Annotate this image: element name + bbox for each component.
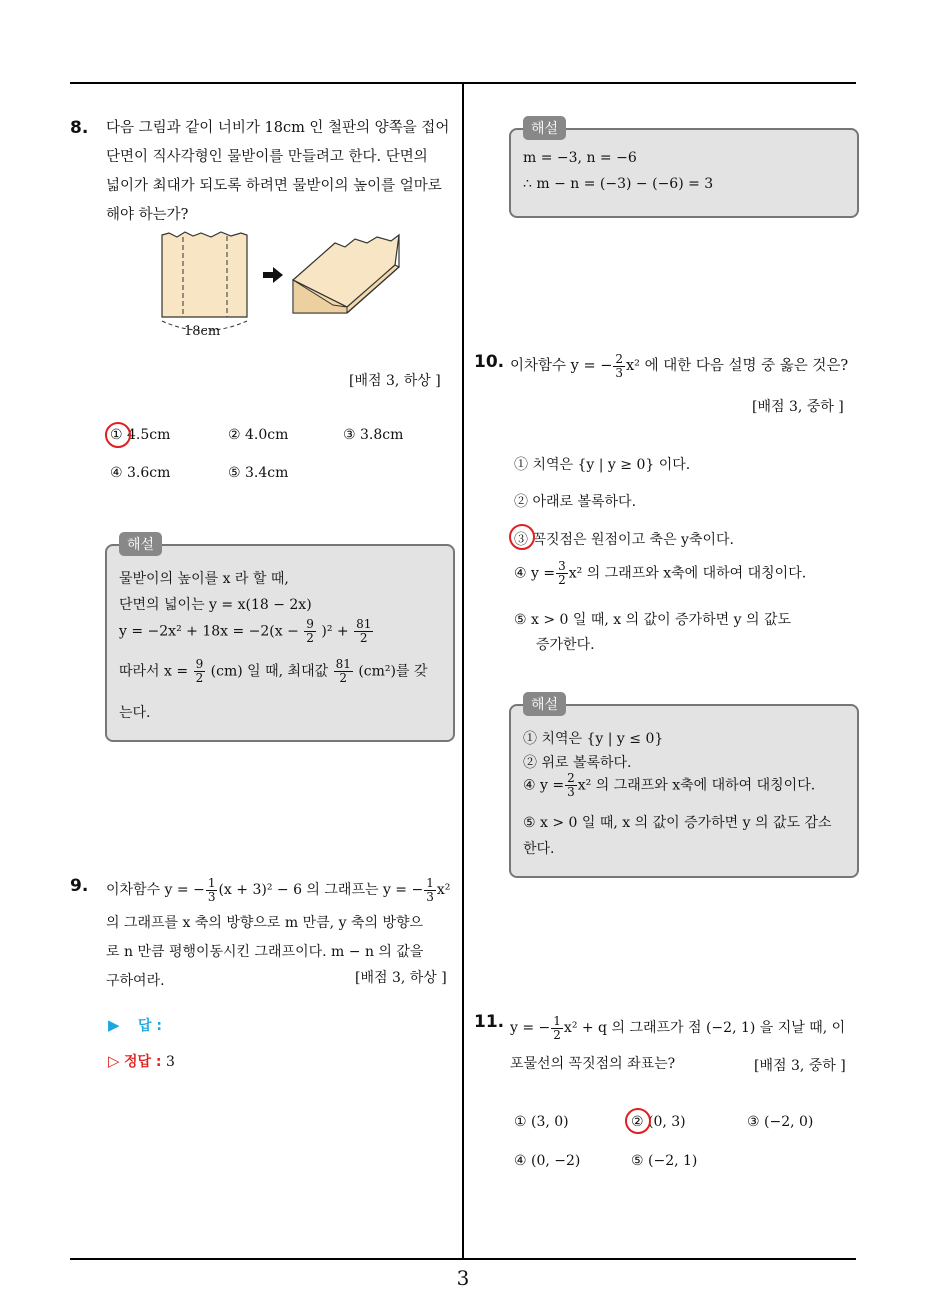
denominator: 3 (615, 365, 623, 380)
q9-text-line: 의 그래프를 x 축의 방향으로 m 만큼, y 축의 방향으 (106, 915, 424, 931)
q11-text (510, 1014, 845, 1043)
solution-text: )² + (321, 623, 349, 640)
q8-solution-box (105, 537, 455, 742)
q11-text-part: y = − (510, 1020, 551, 1036)
fraction (551, 1015, 563, 1042)
solution-line (119, 658, 427, 685)
solution-tag: 해설 (523, 116, 566, 140)
solution-text: (cm²)를 갖 (358, 663, 428, 680)
column-divider (462, 84, 464, 1260)
denominator: 2 (553, 1027, 561, 1042)
q8-text (106, 114, 456, 230)
q11-answer-mark (625, 1108, 651, 1134)
denominator: 2 (339, 671, 348, 685)
q8-text-line: 단면이 직사각형인 물받이를 만들려고 한다. 단면의 (106, 149, 428, 165)
fraction (354, 618, 373, 645)
choice-text: x² 의 그래프와 x축에 대하여 대칭이다. (568, 565, 807, 582)
numerator: 1 (426, 875, 434, 890)
q10-answer-mark (509, 524, 535, 550)
q8-answer-mark (105, 422, 131, 448)
q11-choice-3[interactable]: ③ (−2, 0) (747, 1114, 814, 1130)
numerator: 9 (195, 657, 204, 671)
solution-line: m = −3, n = −6 (523, 150, 637, 166)
q9-solution-box (509, 121, 859, 218)
q11-text-line2: 포물선의 꼭짓점의 좌표는? (510, 1056, 676, 1072)
fraction (304, 618, 316, 645)
solution-text: x² 의 그래프와 x축에 대하여 대칭이다. (577, 777, 816, 794)
numerator: 2 (567, 771, 575, 785)
q11-choice-5[interactable]: ⑤ (−2, 1) (631, 1153, 698, 1169)
q8-choice-2[interactable]: ② 4.0cm (228, 427, 289, 443)
numerator: 81 (356, 617, 372, 631)
q8-text-line: 다음 그림과 같이 너비가 18cm 인 철판의 양쪽을 접어 (106, 120, 450, 136)
denominator: 3 (207, 889, 216, 904)
q10-choice-1[interactable]: ① 치역은 {y | y ≥ 0} 이다. (514, 457, 691, 473)
solution-line: 한다. (523, 841, 555, 857)
q8-number: 8. (70, 118, 89, 138)
solution-line: ② 위로 볼록하다. (523, 755, 632, 771)
numerator: 1 (207, 875, 216, 890)
solution-text: y = −2x² + 18x = −2(x − (119, 623, 299, 640)
q8-choice-5[interactable]: ⑤ 3.4cm (228, 465, 289, 481)
fraction (556, 560, 568, 587)
solution-tag: 해설 (119, 532, 162, 556)
denominator: 2 (359, 631, 368, 645)
q8-choice-1[interactable]: ① 4.5cm (110, 427, 171, 443)
q8-figure-label: 18cm (184, 324, 221, 339)
solution-line: ∴ m − n = (−3) − (−6) = 3 (523, 176, 714, 192)
solution-line (523, 772, 815, 799)
q9-correct-row (108, 1051, 175, 1071)
solution-line: 는다. (119, 705, 151, 721)
choice-text: ④ y = (514, 565, 556, 582)
correct-value: 3 (165, 1054, 175, 1070)
denominator: 2 (195, 671, 204, 685)
solution-line: ① 치역은 {y | y ≤ 0} (523, 731, 664, 747)
correct-label: 정답 : (124, 1054, 162, 1070)
q10-score: [배점 3, 중하 ] (752, 399, 844, 415)
solution-text: ④ y = (523, 777, 565, 794)
q11-choice-2[interactable]: ② (0, 3) (631, 1114, 686, 1130)
q9-text-part: 이차함수 y = − (106, 882, 205, 898)
numerator: 81 (335, 657, 351, 671)
solution-line: 물받이의 높이를 x 라 할 때, (119, 571, 289, 587)
q11-number: 11. (474, 1012, 505, 1032)
denominator: 3 (567, 785, 575, 799)
q10-number: 10. (474, 352, 505, 372)
fraction (424, 877, 436, 904)
q11-choice-1[interactable]: ① (3, 0) (514, 1114, 569, 1130)
q8-score: [배점 3, 하상 ] (349, 373, 441, 389)
q10-text (510, 352, 848, 381)
solution-text: (cm) 일 때, 최대값 (210, 663, 329, 680)
q10-choice-2[interactable]: ② 아래로 볼록하다. (514, 494, 637, 510)
q9-number: 9. (70, 876, 89, 896)
denominator: 2 (558, 573, 566, 587)
numerator: 9 (306, 617, 314, 631)
q8-choice-3[interactable]: ③ 3.8cm (343, 427, 404, 443)
numerator: 3 (558, 559, 566, 573)
fraction (194, 658, 206, 685)
q11-text-part: x² + q 의 그래프가 점 (−2, 1) 을 지날 때, 이 (563, 1020, 846, 1036)
answer-label: 답 : (138, 1018, 162, 1034)
denominator: 2 (306, 631, 314, 645)
q10-choice-5[interactable] (514, 608, 791, 658)
solution-line: ⑤ x > 0 일 때, x 의 값이 증가하면 y 의 값도 감소 (523, 815, 832, 831)
choice-text: ⑤ x > 0 일 때, x 의 값이 증가하면 y 의 값도 (514, 612, 792, 628)
numerator: 2 (615, 351, 623, 366)
q9-score: [배점 3, 하상 ] (355, 970, 447, 986)
outline-arrow-icon: ▷ (108, 1052, 120, 1070)
q9-text-part: (x + 3)² − 6 의 그래프는 y = − (218, 882, 424, 898)
solution-tag: 해설 (523, 692, 566, 716)
flat-sheet (162, 232, 247, 317)
solution-text: 따라서 x = (119, 663, 189, 680)
choice-text: 증가한다. (536, 637, 595, 653)
q10-solution-box (509, 697, 859, 878)
bottom-rule (70, 1258, 856, 1260)
right-arrow-icon (263, 267, 283, 283)
q10-text-part: 이차함수 y = − (510, 358, 613, 374)
fraction (613, 353, 625, 380)
denominator: 3 (426, 889, 434, 904)
q10-choice-3[interactable]: ③ 꼭짓점은 원점이고 축은 y축이다. (514, 532, 734, 548)
q8-choice-4[interactable]: ④ 3.6cm (110, 465, 171, 481)
q9-text-line (106, 876, 456, 905)
q9-text-part: x² (436, 882, 451, 898)
solution-line: 단면의 넓이는 y = x(18 − 2x) (119, 597, 312, 613)
q10-choice-4[interactable] (514, 560, 806, 587)
q8-text-line: 넓이가 최대가 되도록 하려면 물받이의 높이를 얼마로 (106, 178, 442, 194)
q10-text-part: x² 에 대한 다음 설명 중 옳은 것은? (626, 358, 849, 374)
q11-choice-4[interactable]: ④ (0, −2) (514, 1153, 581, 1169)
numerator: 1 (553, 1013, 561, 1028)
fraction (565, 772, 577, 799)
q9-answer-row[interactable] (108, 1015, 162, 1035)
play-arrow-icon: ▶ (108, 1016, 120, 1034)
q11-score: [배점 3, 중하 ] (754, 1058, 846, 1074)
fraction (334, 658, 353, 685)
page-number: 3 (456, 1266, 470, 1290)
q9-text-line: 로 n 만큼 평행이동시킨 그래프이다. m − n 의 값을 (106, 944, 424, 960)
q8-text-line: 해야 하는가? (106, 207, 189, 223)
solution-line (119, 618, 374, 645)
fraction (206, 877, 218, 904)
q9-text-line: 구하여라. (106, 973, 165, 989)
